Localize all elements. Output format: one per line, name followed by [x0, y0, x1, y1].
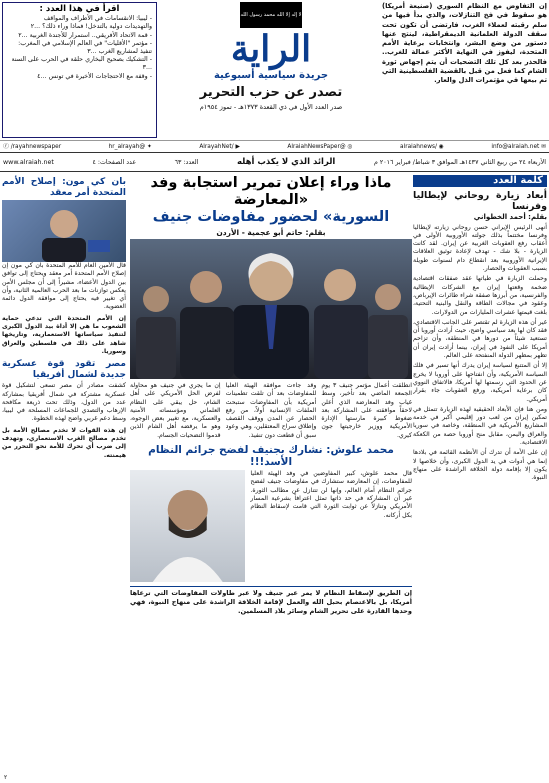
brand-title: الراية [230, 28, 312, 70]
paragraph: وحملت الزيارة في طياتها عقد صفقات اقتصادية ضخمة وقعتها إيران مع الشركات الإيطالية والفرنسية، من أبرزها صفقة شراء طائرات الإيرباص، وعقود في مجالات الطاقة والنقل والبنية التحتية، بلغت قيمتها عشرات المليارات من الدولارات. [413, 275, 547, 316]
editorial-title[interactable]: أبعاد زيارة روحاني لإيطاليا وفرنسا [413, 190, 547, 213]
headline-line-2: السورية» لحضور مفاوضات جنيف [152, 209, 390, 225]
editorial-column [413, 175, 547, 781]
sub-story [130, 470, 412, 582]
lead-column: وقد جاءت موافقة الهيئة العليا للمفاوضات بعد أن تلقت تطمينات أمريكية بأن المفاوضات ستبحث الملفات الإنسانية أولاً، من رفع الحصار عن المدن ووقف القصف وإطلاق سراح المعتقلين، وهي وعود سبق أن قطعت دون تنفيذ. [225, 382, 317, 439]
masthead [0, 0, 549, 140]
facebook-link[interactable]: ⓕ /rayahnewspaper [3, 144, 62, 150]
news-comment: إن هذه القوات لا تخدم مصالح الأمة بل تخدم مصالح الغرب الاستعماري، وتهدف إلى ضرب أي تحرك للأمة نحو التحرر من هيمنته. [2, 426, 126, 459]
contents-item[interactable]: - وقفة مع الاحتجاجات الأخيرة في تونس ...٤ [37, 72, 152, 80]
lead-column: انطلقت أعمال مؤتمر جنيف ٣ يوم الجمعة الماضي بعد تأخير، وسط غياب وفد المعارضة الذي أعلن لاحقاً موافقته على المشاركة بعد ضغوط كبيرة مارستها الإدارة الأمريكية ووزير خارجيتها جون كيري. [321, 382, 412, 439]
issue-number: العدد: ٦٣ [174, 158, 199, 166]
news-comment: إن الأمم المتحدة التي تدعي حماية الشعوب ما هي إلا أداة بيد الدول الكبرى لتنفيذ سياساتها الاستعمارية، وتاريخها شاهد على ذلك في فلسطين والعراق وسوريا. [2, 314, 126, 355]
news-text: كشفت مصادر أن مصر تسعى لتشكيل قوة عسكرية مشتركة في شمال أفريقيا بمشاركة عدد من الدول، وذلك تحت ذريعة مكافحة الإرهاب والتصدي للجماعات المسلحة في ليبيا، وسط دعم غربي واضح لهذه الخطوة. [2, 382, 126, 423]
lead-headline[interactable] [130, 175, 412, 226]
sub-headline[interactable]: محمد علوش: نشارك بجنيف لفضح جرائم النظام الأسد!!! [148, 444, 394, 469]
email-link[interactable]: ✉ info@alraiah.net [491, 144, 546, 150]
contents-item[interactable]: - مؤتمر "الأقليات" في العالم الإسلامي في المغرب: [18, 39, 152, 47]
editorial-author: بقلم: أحمد الخطواني [473, 213, 547, 222]
publisher-line: تصدر عن حزب التحرير [199, 85, 343, 100]
news-title[interactable]: مصر تقود قوة عسكرية جديدة لشمال أفريقيا [2, 359, 126, 380]
news-column [2, 175, 126, 781]
editorial-teaser: إن التفاوض مع النظام السوري (صنيعة أمريكا) هو سقوط في فخ التنازلات، والذي بدأ فيها من سلم رقبته لعملاء الغرب، فارتضى أن تكون تحت سقف الدولة العلمانية الديمقراطية، لينتج عنها دستور من وضع البشر، وانتخابات برعاية الأمم المتحدة، ليفوز في النهاية الأكثر عمالة للغرب.. فالحذر بعد كل تلك التضحيات أن يتم إجهاض ثورة الشام كما فعل من قبل بالقضية الفلسطينية التي تم بيعها في مؤتمرات الذل والعار. [382, 2, 547, 85]
portrait-icon [2, 200, 126, 262]
brand-subtitle: جريدة سياسية أسبوعية [213, 70, 329, 81]
people-photo-icon [130, 239, 412, 379]
website-link[interactable]: ◎ @AlraiahNewsPaper [287, 144, 353, 150]
paragraph: أنهى الرئيس الإيراني حسن روحاني زيارته لإيطاليا وفرنسا مختتماً بذلك جولته الأوروبية الأولى في أعقاب رفع العقوبات الغربية عن إيران. لقد كانت الزيارة - بلا شك - تهدف لإعادة توثيق العلاقات الإيرانية الأوروبية بعد انقطاع دام لسنوات طويلة بسبب العقوبات والحصار. [413, 223, 547, 273]
issue-date: الأربعاء ٢٤ من ربيع الثاني ١٤٣٧هـ الموافق ٣ شباط/ فبراير ٢٠١٦ م [373, 158, 546, 166]
contents-title: اقرأ في هذا العدد : [39, 4, 120, 14]
twitter-link[interactable]: ✦ @hr_alrayah [108, 144, 152, 150]
lead-body [130, 382, 412, 440]
paragraph: ومن هنا فإن الأبعاد الحقيقية لهذه الزيارة تتمثل في تمكين إيران من لعب دور إقليمي أكبر في خدمة المشاريع الأمريكية في المنطقة، وخاصة في سوريا والعراق واليمن، مقابل منح أوروبا حصة من الكعكة الاقتصادية. [413, 405, 547, 447]
lead-byline: بقلم: حاتم أبو عجمية - الأردن [216, 228, 326, 237]
date-bar [0, 152, 549, 172]
contents-item[interactable]: والتهديدات دولية بالتدخل! فماذا وراء ذلك؟ ...٢ [30, 23, 152, 31]
section-label: كلمة العدد [413, 175, 547, 187]
paragraph: غير أن هذه الزيارة لم تقتصر على الجانب الاقتصادي، فقد كان لها بعد سياسي واضح، حيث أرادت أوروبا أن تستعيد شيئاً من دورها في المنطقة، وأن تزاحم أمريكا على النفوذ في إيران، بينما أرادت إيران أن تظهر بمظهر الدولة المنفتحة على العالم. [413, 318, 547, 360]
contents-item[interactable]: - ليبيا: الانقسامات في الأطراف والمواقف [43, 15, 152, 23]
page-count: عدد الصفحات: ٤ [92, 158, 137, 166]
speaker-photo-icon [130, 470, 245, 582]
headline-line-1: ماذا وراء إعلان تمرير استجابة وفد «المعارضة [150, 175, 392, 208]
closing-quote: إن الطريق لإسقاط النظام لا يمر عبر جنيف ولا عبر طاولات المفاوضات التي ترعاها أمريكا، بل بالاعتصام بحبل الله والعمل لإقامة الخلافة الراشدة على منهاج النبوة، فهي وحدها القادرة على تحرير الشام وسائر بلاد المسلمين. [130, 586, 412, 616]
speaker-photo [130, 470, 245, 582]
social-links [0, 140, 549, 152]
youtube-link[interactable]: ▶ /AlrayahNet [199, 144, 240, 150]
paragraph: إن على الأمة أن تدرك أن الأنظمة القائمة في بلادها إنما هي أدوات في يد الدول الكبرى، وأن خلاصها لا يكون إلا بإقامة دولة الخلافة الراشدة على منهاج النبوة. [413, 449, 547, 482]
lead-photo [130, 239, 412, 379]
news-title[interactable]: بان كي مون: إصلاح الأمم المتحدة أمر معقد [2, 177, 126, 198]
contents-item[interactable]: - التشكيك بصحيح البخاري حلقة في الحرب على السنة ...٣ [11, 56, 152, 72]
contents-item[interactable]: تنفيذ لمشاريع الغرب ...٣ [87, 48, 152, 56]
paragraph: إلا أن المتتبع لسياسة إيران يدرك أنها تسير في فلك السياسة الأمريكية، وأن انفتاحها على أوروبا لا يخرج عن الحدود التي رسمتها لها أمريكا، فالاتفاق النووي كان برعاية أمريكية، ورفع العقوبات جاء بقرار أمريكي. [413, 362, 547, 403]
founded-line: صدر العدد الأول في ذي القعدة ١٣٧٣هـ - تموز ١٩٥٤م [199, 103, 343, 111]
flag-icon: لا إله إلا الله محمد رسول الله [240, 2, 302, 28]
lead-story [130, 175, 412, 781]
sub-story-text: قال محمد علوش، كبير المفاوضين في وفد الهيئة العليا للمفاوضات، إن المعارضة ستشارك في مفاوضات جنيف لفضح جرائم النظام أمام العالم، وإنها لن تتنازل عن مطالب الثورة. غير أن المشاركة في حد ذاتها تمثل اعترافاً بشرعية المسار الأمريكي وتنازلاً عن ثوابت الثورة التي قامت لإسقاط النظام بكل أركانه. [250, 470, 412, 519]
site-url[interactable]: www.alraiah.net [3, 158, 54, 166]
page-number: ٢ [4, 774, 8, 781]
logo-block [160, 0, 382, 132]
news-text: قال الأمين العام للأمم المتحدة بان كي مون إن إصلاح الأمم المتحدة أمر معقد ويحتاج إلى توافق بين الدول الأعضاء، مشيراً إلى أن مجلس الأمن يعكس توازنات ما بعد الحرب العالمية الثانية، وأن أي تغيير فيه يحتاج إلى موافقة الدول دائمة العضوية. [2, 262, 126, 311]
lead-column: إن ما يجري في جنيف هو محاولة لفرض الحل الأمريكي على أهل الشام، حل يبقي على النظام العلماني ومؤسساته الأمنية والعسكرية، مع تغيير بعض الوجوه، وهو ما يرفضه أهل الشام الذين قدموا التضحيات الجسام. [130, 382, 221, 439]
un-photo [2, 200, 126, 262]
rss-link[interactable]: ◉ /alraiahnews [400, 144, 444, 150]
slogan: الرائد الذي لا يكذب أهله [236, 157, 336, 167]
issue-contents-box [2, 2, 157, 138]
contents-item[interactable]: - قمة الاتحاد الأفريقي.. استمرار للأجندة الغربية ...٢ [18, 31, 152, 39]
